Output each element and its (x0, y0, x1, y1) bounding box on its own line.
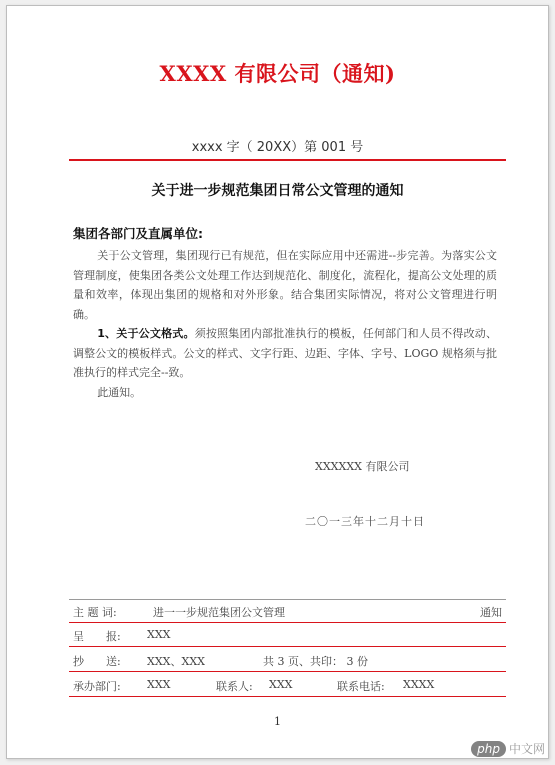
contact-value: XXX (269, 678, 293, 691)
notice-title: 关于进一步规范集团日常公文管理的通知 (151, 183, 404, 199)
signature-date: 二〇一三年十二月十日 (305, 515, 425, 528)
body-section-1 (73, 324, 497, 383)
pages-count: 共 3 页、共印： 3 份 (263, 655, 368, 668)
watermark-text: 中文网 (508, 742, 545, 756)
phone-label: 联系电话: (337, 680, 385, 693)
footer-line-2 (69, 646, 506, 647)
dept-label: 承办部门: (73, 680, 121, 693)
subject-label: 主 题 词: (73, 606, 117, 619)
footer-line-3 (69, 671, 506, 672)
footer-top-line (69, 599, 506, 600)
subject-value: 进一一步规范集团公文管理 (153, 606, 285, 619)
document-number: xxxx 字（ 20XX）第 001 号 (191, 140, 364, 155)
header-divider (69, 159, 506, 161)
watermark-logo: php (471, 741, 506, 757)
footer-line-1 (69, 622, 506, 623)
site-watermark (471, 740, 545, 757)
footer-bottom-line (69, 696, 506, 697)
body-paragraph-1: 关于公文管理，集团现行已有规范，但在实际应用中还需进--步完善。为落实公文管理制度，使集团各类公文处理工作达到规范化、制度化，流程化，提高公文处理的质量和效率，体现出集团的规格和对外形象。结合集团实际情况，将对公文管理进行明确。 (73, 249, 497, 321)
signature-company: XXXXXX 有限公司 (315, 460, 410, 473)
cc-label: 抄 送: (73, 655, 121, 668)
section-1-text: 须按照集团内部批准执行的模板，任何部门和人员不得改动、调整公文的模板样式。公文的样式、文字行距、边距、字体、字号、LOGO 规格须与批准执行的样式完全--致。 (73, 327, 498, 379)
page-number: 1 (274, 715, 281, 728)
submit-value: XXX (147, 628, 171, 641)
dept-value: XXX (147, 678, 171, 691)
submit-label: 呈 报: (73, 630, 121, 643)
closing-line: 此通知。 (97, 385, 142, 399)
document-page (6, 5, 549, 759)
notice-body (73, 246, 497, 402)
document-header-title: XXXX 有限公司（通知) (159, 61, 396, 86)
section-1-heading: 1、关于公文格式。 (97, 327, 195, 340)
subject-tag: 通知 (480, 606, 502, 619)
contact-label: 联系人: (216, 680, 253, 693)
phone-value: XXXX (403, 678, 435, 691)
addressee: 集团各部门及直属单位: (73, 226, 203, 241)
cc-value: XXX、XXX (147, 655, 205, 668)
